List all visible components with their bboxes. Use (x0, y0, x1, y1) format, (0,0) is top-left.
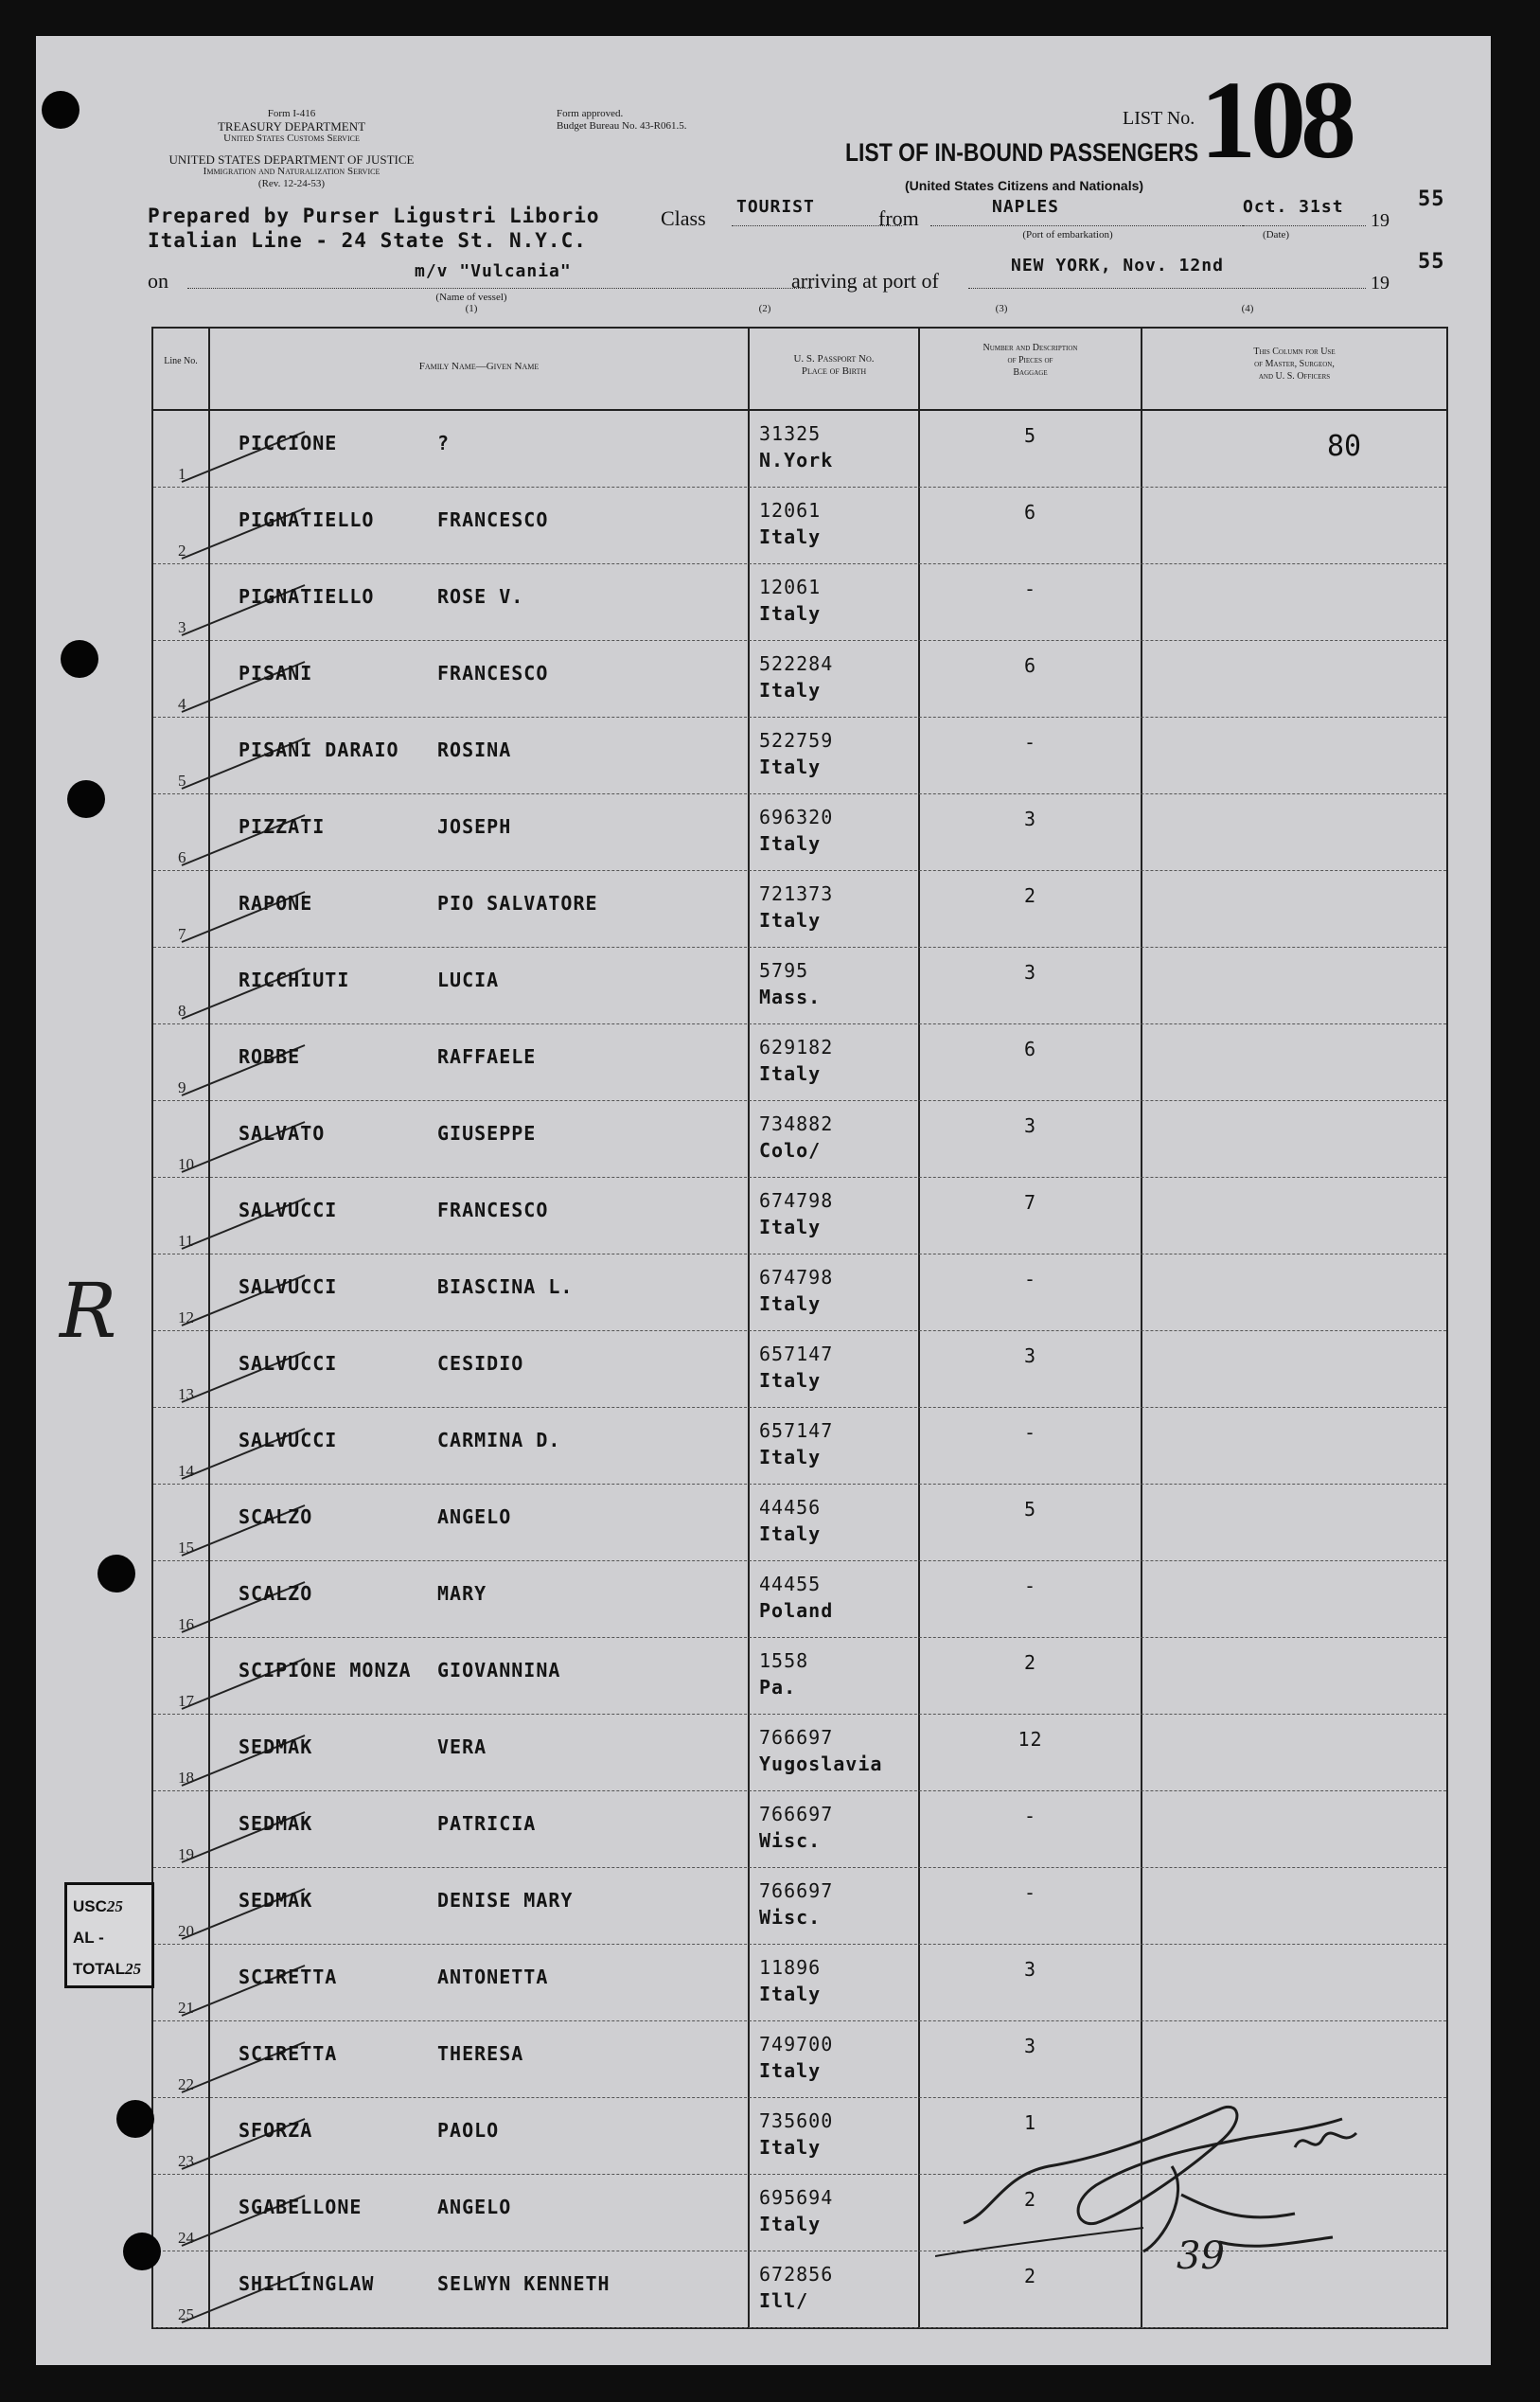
header-name: Family Name—Given Name (418, 361, 540, 372)
baggage-count: 5 (1023, 424, 1037, 447)
table-row (153, 1331, 1446, 1408)
family-name: SEDMAK (239, 1735, 313, 1758)
punch-hole (97, 1555, 135, 1592)
header-line-no: Line No. (164, 356, 198, 366)
baggage-count: 3 (1023, 808, 1037, 830)
year-prefix-1: 19 (1371, 210, 1390, 231)
passport-number: 522759 (759, 729, 834, 752)
signature-number: 39 (1177, 2234, 1225, 2278)
family-name: SCALZO (239, 1582, 313, 1605)
baggage-count: 3 (1023, 1114, 1037, 1137)
line-number: 14 (178, 1462, 194, 1480)
row-divider (153, 2327, 1446, 2328)
family-name: RICCHIUTI (239, 969, 350, 991)
baggage-count: 2 (1023, 2265, 1037, 2287)
passport-number: 31325 (759, 422, 822, 445)
family-name: SCIPIONE MONZA (239, 1659, 412, 1681)
al-label: AL (73, 1929, 95, 1947)
passport-number: 5795 (759, 959, 809, 982)
table-row (153, 1254, 1446, 1331)
list-number: 108 (1200, 58, 1351, 182)
family-name: SALVUCCI (239, 1352, 338, 1375)
family-name: SCIRETTA (239, 2042, 338, 2065)
al-value: - (98, 1929, 104, 1947)
family-name: SFORZA (239, 2119, 313, 2142)
given-name: SELWYN KENNETH (437, 2272, 611, 2295)
place-of-birth: Yugoslavia (759, 1753, 883, 1775)
place-of-birth: Italy (759, 2059, 822, 2082)
family-name: PISANI (239, 662, 313, 685)
prepared-by-line-1: Prepared by Purser Ligustri Liborio (148, 205, 600, 227)
place-of-birth: Italy (759, 1446, 822, 1468)
family-name: SALVUCCI (239, 1429, 338, 1451)
table-row (153, 1945, 1446, 2021)
punch-hole (42, 91, 80, 129)
place-of-birth: Italy (759, 679, 822, 702)
header-officers-line-1: This Column for Use (1253, 347, 1336, 357)
table-row (153, 1715, 1446, 1791)
line-number: 22 (178, 2075, 194, 2093)
passport-number: 735600 (759, 2109, 834, 2132)
family-name: SCIRETTA (239, 1966, 338, 1988)
family-name: SHILLINGLAW (239, 2272, 375, 2295)
margin-mark: R (60, 1267, 117, 1355)
from-label: from (878, 206, 919, 230)
given-name: ROSE V. (437, 585, 524, 608)
usc-label: USC (73, 1897, 107, 1915)
baggage-count: - (1023, 578, 1037, 600)
line-number: 25 (178, 2305, 194, 2323)
date-underline (1243, 225, 1366, 226)
class-label: Class (661, 206, 706, 230)
line-number: 18 (178, 1769, 194, 1787)
place-of-birth: Italy (759, 756, 822, 778)
passport-number: 766697 (759, 1726, 834, 1749)
passport-number: 657147 (759, 1419, 834, 1442)
table-row (153, 488, 1446, 564)
baggage-count: 12 (1018, 1728, 1043, 1751)
header-baggage-line-3: Baggage (1013, 367, 1048, 378)
given-name: JOSEPH (437, 815, 512, 838)
place-of-birth: Italy (759, 602, 822, 625)
passport-number: 44455 (759, 1573, 822, 1595)
given-name: THERESA (437, 2042, 524, 2065)
baggage-count: 3 (1023, 1958, 1037, 1981)
line-number: 5 (178, 772, 186, 790)
arrival-port-date: NEW YORK, Nov. 12nd (1011, 256, 1224, 276)
line-number: 10 (178, 1155, 194, 1173)
line-number: 2 (178, 542, 186, 560)
punch-hole (123, 2233, 161, 2270)
given-name: PAOLO (437, 2119, 500, 2142)
passport-number: 674798 (759, 1189, 834, 1212)
passport-number: 696320 (759, 806, 834, 828)
place-of-birth: Italy (759, 909, 822, 932)
class-underline (732, 225, 902, 226)
table-row (153, 1561, 1446, 1638)
header-passport-line-2: Place of Birth (801, 365, 867, 377)
line-number: 1 (178, 465, 186, 483)
line-number: 17 (178, 1692, 194, 1710)
baggage-count: - (1023, 1421, 1037, 1444)
family-name: SCALZO (239, 1505, 313, 1528)
given-name: CESIDIO (437, 1352, 524, 1375)
passport-number: 766697 (759, 1803, 834, 1825)
line-number: 21 (178, 1999, 194, 2017)
punch-hole (116, 2100, 154, 2138)
officer-note: 80 (1327, 430, 1362, 463)
customs-service: United States Customs Service (223, 133, 360, 144)
given-name: GIOVANNINA (437, 1659, 561, 1681)
table-row (153, 1024, 1446, 1101)
total-line (73, 1953, 146, 1984)
form-approved: Form approved. (557, 108, 624, 119)
family-name: PISANI DARAIO (239, 738, 399, 761)
given-name: ANGELO (437, 2196, 512, 2218)
given-name: BIASCINA L. (437, 1275, 574, 1298)
passport-number: 766697 (759, 1879, 834, 1902)
given-name: DENISE MARY (437, 1889, 574, 1912)
form-block (168, 108, 415, 145)
family-name: PIGNATIELLO (239, 585, 375, 608)
header-officers-line-3: and U. S. Officers (1258, 371, 1331, 382)
place-of-birth: Ill/ (759, 2289, 809, 2312)
column-caption-4: (4) (1241, 303, 1254, 314)
line-number: 11 (178, 1232, 194, 1250)
place-of-birth: Italy (759, 832, 822, 855)
place-of-birth: Italy (759, 2136, 822, 2159)
place-of-birth: Italy (759, 1062, 822, 1085)
treasury-department: TREASURY DEPARTMENT (217, 119, 366, 133)
family-name: SALVATO (239, 1122, 326, 1145)
passport-number: 12061 (759, 499, 822, 522)
place-of-birth: Mass. (759, 986, 822, 1008)
place-of-birth: Italy (759, 2213, 822, 2235)
place-of-birth: Italy (759, 1983, 822, 2005)
baggage-count: - (1023, 1805, 1037, 1827)
baggage-count: - (1023, 1268, 1037, 1290)
approval-block (557, 108, 765, 133)
header-baggage-line-1: Number and Description (982, 343, 1078, 353)
header-officers-line-2: of Master, Surgeon, (1254, 359, 1335, 369)
family-name: SEDMAK (239, 1812, 313, 1835)
passport-number: 734882 (759, 1112, 834, 1135)
place-of-birth: Colo/ (759, 1139, 822, 1162)
passport-number: 721373 (759, 882, 834, 905)
punch-hole (61, 640, 98, 678)
column-caption-2: (2) (758, 303, 771, 314)
line-number: 16 (178, 1615, 194, 1633)
passport-number: 12061 (759, 576, 822, 598)
passport-number: 749700 (759, 2033, 834, 2055)
line-number: 3 (178, 618, 186, 636)
family-name: SALVUCCI (239, 1275, 338, 1298)
table-row (153, 411, 1446, 488)
table-row (153, 871, 1446, 948)
given-name: PIO SALVATORE (437, 892, 598, 915)
budget-bureau: Budget Bureau No. 43-R061.5. (557, 120, 687, 132)
year-prefix-2: 19 (1371, 273, 1390, 294)
passport-number: 629182 (759, 1036, 834, 1059)
family-name: RAPONE (239, 892, 313, 915)
date-caption: (Date) (1262, 229, 1290, 240)
family-name: PIZZATI (239, 815, 326, 838)
family-name: ROBBE (239, 1045, 301, 1068)
baggage-count: 7 (1023, 1191, 1037, 1214)
baggage-count: - (1023, 731, 1037, 754)
departure-date: Oct. 31st (1243, 197, 1344, 217)
al-line (73, 1922, 146, 1953)
place-of-birth: Italy (759, 1369, 822, 1392)
given-name: RAFFAELE (437, 1045, 537, 1068)
table-row (153, 564, 1446, 641)
header-officers (1142, 346, 1446, 383)
baggage-count: 3 (1023, 2035, 1037, 2057)
place-of-birth: Wisc. (759, 1906, 822, 1929)
table-row (153, 1408, 1446, 1485)
given-name: ROSINA (437, 738, 512, 761)
baggage-count: 6 (1023, 654, 1037, 677)
prepared-by-line-2: Italian Line - 24 State St. N.Y.C. (148, 229, 587, 252)
class-value: TOURIST (736, 197, 815, 217)
year-2: 55 (1418, 250, 1445, 274)
given-name: FRANCESCO (437, 508, 549, 531)
family-name: PIGNATIELLO (239, 508, 375, 531)
place-of-birth: Italy (759, 1292, 822, 1315)
baggage-count: 6 (1023, 501, 1037, 524)
place-of-birth: Italy (759, 525, 822, 548)
family-name: SEDMAK (239, 1889, 313, 1912)
table-row (153, 794, 1446, 871)
passport-number: 1558 (759, 1649, 809, 1672)
list-no-label: LIST No. (1123, 108, 1195, 129)
page-title: LIST OF IN-BOUND PASSENGERS (845, 138, 1199, 167)
given-name: FRANCESCO (437, 662, 549, 685)
line-number: 7 (178, 925, 186, 943)
usc-total-stamp (64, 1882, 154, 1988)
header-baggage (920, 342, 1141, 379)
table-row (153, 1638, 1446, 1715)
family-name: SGABELLONE (239, 2196, 363, 2218)
passenger-table (151, 327, 1448, 2329)
column-caption-3: (3) (995, 303, 1008, 314)
usc-line (73, 1891, 146, 1922)
port-embarkation-caption: (Port of embarkation) (1022, 229, 1113, 240)
table-row (153, 718, 1446, 794)
place-of-birth: Poland (759, 1599, 834, 1622)
family-name: PICCIONE (239, 432, 338, 454)
form-number: Form I-416 (267, 108, 316, 119)
year-1: 55 (1418, 187, 1445, 211)
passport-number: 522284 (759, 652, 834, 675)
given-name: ? (437, 432, 451, 454)
table-row (153, 1178, 1446, 1254)
baggage-count: 3 (1023, 961, 1037, 984)
header-passport (750, 353, 918, 378)
table-row (153, 1485, 1446, 1561)
header-baggage-line-2: of Pieces of (1007, 355, 1053, 365)
immigration-service: Immigration and Naturalization Service (203, 166, 381, 177)
total-value: 25 (125, 1960, 142, 1978)
line-number: 19 (178, 1845, 194, 1863)
total-label: TOTAL (73, 1960, 126, 1978)
line-number: 4 (178, 695, 186, 713)
arriving-label: arriving at port of (791, 269, 939, 293)
vessel-caption: (Name of vessel) (435, 292, 507, 303)
line-number: 23 (178, 2152, 194, 2170)
line-number: 24 (178, 2229, 194, 2247)
baggage-count: - (1023, 1881, 1037, 1904)
column-caption-1: (1) (465, 303, 478, 314)
table-row (153, 1101, 1446, 1178)
given-name: FRANCESCO (437, 1199, 549, 1221)
table-row (153, 1868, 1446, 1945)
baggage-count: 2 (1023, 1651, 1037, 1674)
page-subtitle: (United States Citizens and Nationals) (905, 178, 1144, 193)
revision-date: (Rev. 12-24-53) (257, 178, 326, 189)
passport-number: 44456 (759, 1496, 822, 1519)
line-number: 15 (178, 1539, 194, 1557)
from-value: NAPLES (992, 197, 1060, 217)
place-of-birth: Pa. (759, 1676, 797, 1699)
justice-block (150, 153, 434, 190)
baggage-count: 5 (1023, 1498, 1037, 1521)
passport-number: 674798 (759, 1266, 834, 1289)
given-name: CARMINA D. (437, 1429, 561, 1451)
baggage-count: 1 (1023, 2111, 1037, 2134)
line-number: 8 (178, 1002, 186, 1020)
punch-hole (67, 780, 105, 818)
manifest-sheet (36, 36, 1491, 2365)
table-row (153, 948, 1446, 1024)
given-name: LUCIA (437, 969, 500, 991)
table-row (153, 1791, 1446, 1868)
given-name: ANTONETTA (437, 1966, 549, 1988)
baggage-count: 6 (1023, 1038, 1037, 1060)
vessel-name: m/v "Vulcania" (415, 261, 572, 281)
usc-value: 25 (106, 1897, 123, 1915)
given-name: VERA (437, 1735, 487, 1758)
line-number: 20 (178, 1922, 194, 1940)
given-name: MARY (437, 1582, 487, 1605)
header-passport-line-1: U. S. Passport No. (793, 353, 875, 365)
passport-number: 695694 (759, 2186, 834, 2209)
officer-signature (935, 2053, 1408, 2299)
from-underline (930, 225, 1243, 226)
given-name: GIUSEPPE (437, 1122, 537, 1145)
on-label: on (148, 269, 168, 293)
given-name: ANGELO (437, 1505, 512, 1528)
place-of-birth: N.York (759, 449, 834, 472)
line-number: 6 (178, 848, 186, 866)
place-of-birth: Italy (759, 1522, 822, 1545)
baggage-count: 2 (1023, 2188, 1037, 2211)
arrival-underline (968, 288, 1366, 289)
table-row (153, 641, 1446, 718)
baggage-count: 2 (1023, 884, 1037, 907)
place-of-birth: Italy (759, 1216, 822, 1238)
given-name: PATRICIA (437, 1812, 537, 1835)
passport-number: 657147 (759, 1343, 834, 1365)
passport-number: 11896 (759, 1956, 822, 1979)
baggage-count: 3 (1023, 1344, 1037, 1367)
passport-number: 672856 (759, 2263, 834, 2286)
line-number: 9 (178, 1078, 186, 1096)
line-number: 12 (178, 1308, 194, 1326)
line-number: 13 (178, 1385, 194, 1403)
vessel-underline (187, 288, 812, 289)
place-of-birth: Wisc. (759, 1829, 822, 1852)
justice-department: UNITED STATES DEPARTMENT OF JUSTICE (168, 152, 415, 167)
baggage-count: - (1023, 1575, 1037, 1597)
family-name: SALVUCCI (239, 1199, 338, 1221)
